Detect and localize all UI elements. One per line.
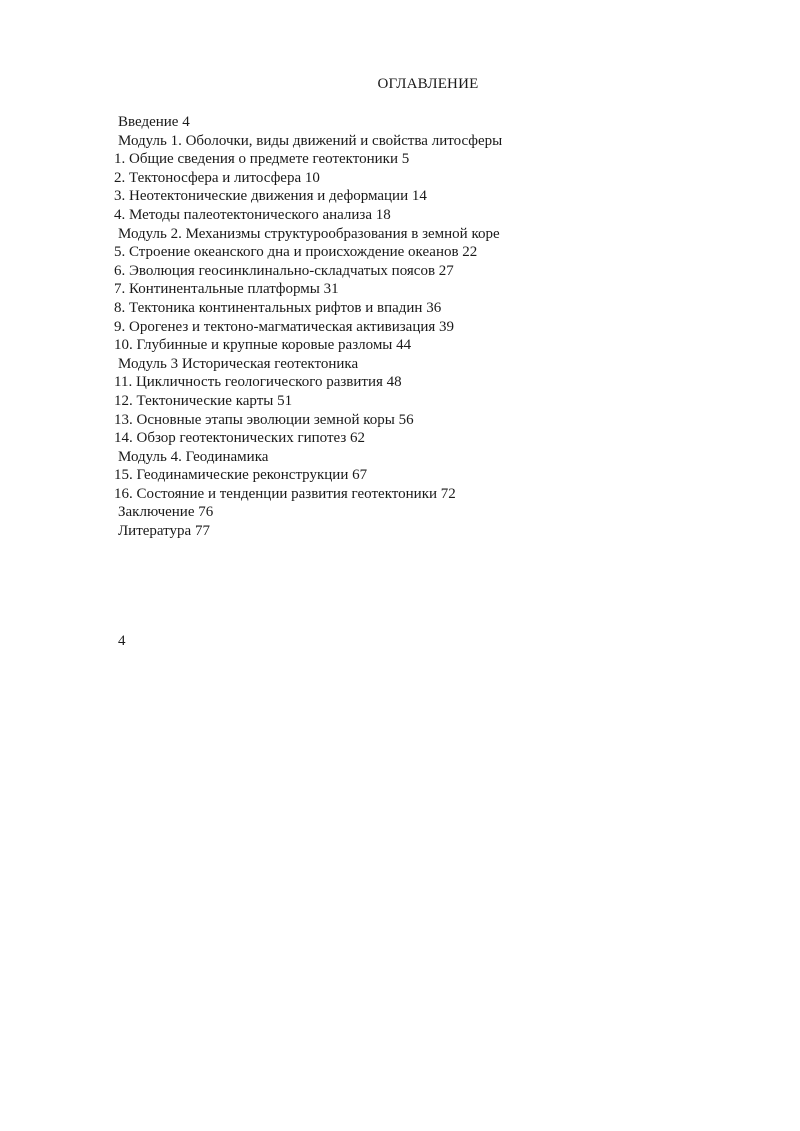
- toc-entry: Заключение 76: [118, 504, 214, 521]
- page-number: 4: [118, 633, 126, 649]
- toc-entry: 3. Неотектонические движения и деформации 14: [114, 188, 427, 205]
- toc-entry: Модуль 4. Геодинамика: [118, 448, 269, 465]
- toc-entry: Введение 4: [118, 114, 190, 130]
- toc-entry: 7. Континентальные платформы 31: [114, 281, 339, 298]
- toc-entry: 6. Эволюция геосинклинально-складчатых поясов 27: [114, 262, 454, 279]
- table-of-contents: [114, 113, 502, 541]
- toc-entry: Литература 77: [118, 523, 210, 540]
- toc-entry: 8. Тектоника континентальных рифтов и впадин 36: [114, 299, 442, 316]
- toc-entry: 1. Общие сведения о предмете геотектоники 5: [114, 151, 410, 168]
- toc-entry: 14. Обзор геотектонических гипотез 62: [114, 430, 366, 447]
- toc-entry: Модуль 3 Историческая геотектоника: [118, 355, 359, 372]
- toc-entry: 13. Основные этапы эволюции земной коры 56: [114, 411, 414, 428]
- toc-entry: 10. Глубинные и крупные коровые разломы 44: [114, 337, 412, 354]
- toc-entry: 2. Тектоносфера и литосфера 10: [114, 169, 320, 186]
- toc-entry: 12. Тектонические карты 51: [114, 392, 293, 409]
- toc-entry: 5. Строение океанского дна и происхождение океанов 22: [114, 244, 478, 261]
- toc-entry: 16. Состояние и тенденции развития геотектоники 72: [114, 485, 456, 502]
- toc-entry: 15. Геодинамические реконструкции 67: [114, 467, 368, 484]
- toc-entry: Модуль 1. Оболочки, виды движений и свойства литосферы: [118, 132, 503, 149]
- toc-entry: 4. Методы палеотектонического анализа 18: [114, 206, 391, 223]
- toc-entry: 9. Орогенез и тектоно-магматическая активизация 39: [114, 318, 455, 335]
- toc-entry: 11. Цикличность геологического развития 48: [114, 374, 402, 391]
- page-title: ОГЛАВЛЕНИЕ: [377, 76, 479, 92]
- toc-entry: Модуль 2. Механизмы структурообразования в земной коре: [118, 225, 500, 242]
